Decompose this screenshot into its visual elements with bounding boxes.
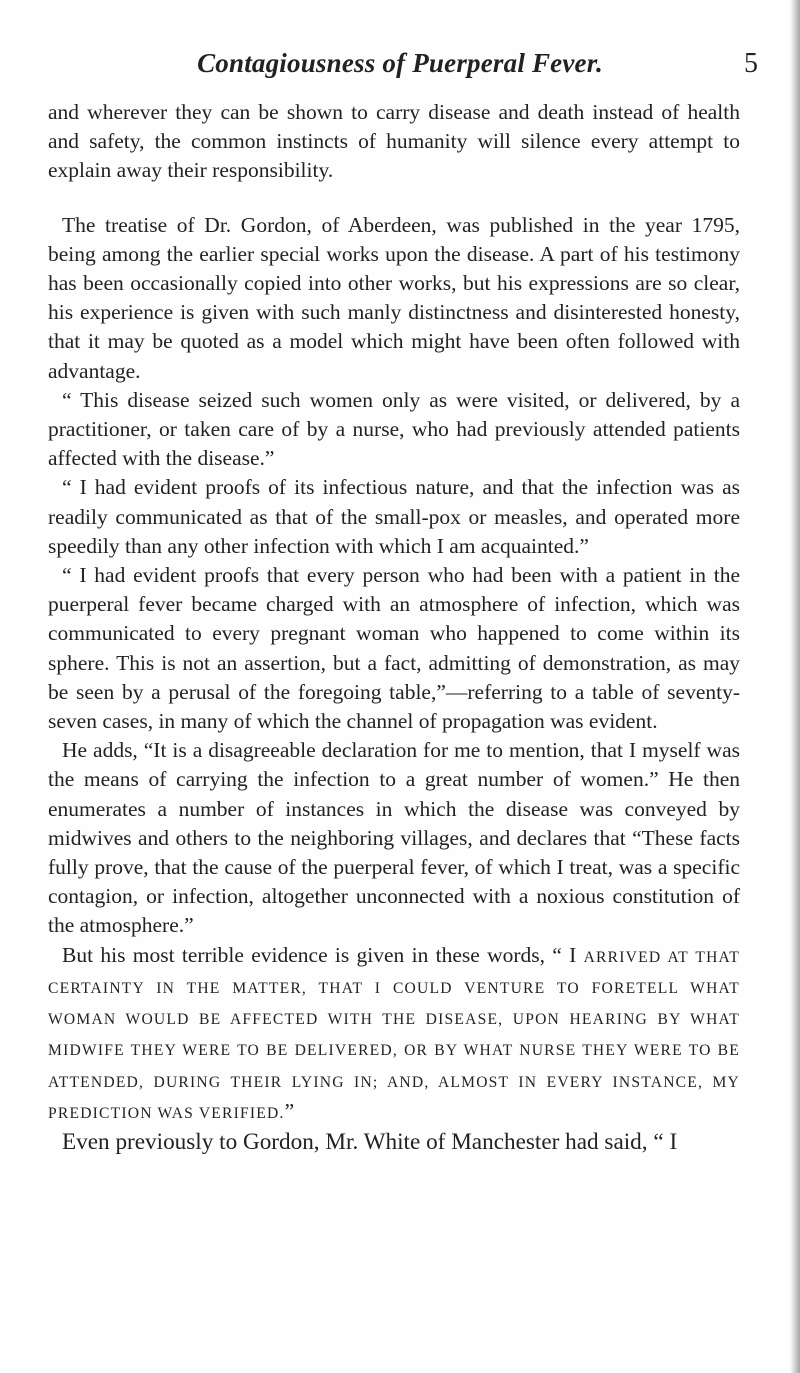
- running-title: Contagiousness of Puerperal Fever.: [197, 48, 603, 78]
- terrible-evidence-lead: But his most terrible evidence is given in these words, “ I: [62, 942, 577, 967]
- paragraph-terrible-evidence: [48, 941, 740, 1128]
- quote-infectious-nature: “ I had evident proofs of its infectious nature, and that the infection was as readily communicated as that of the small-pox or measles, and operated more speedily than any other infection with which I am acquainted.”: [48, 475, 740, 558]
- body-text: [48, 98, 740, 1157]
- quote-atmosphere-of-infection: “ I had evident proofs that every person who had been with a patient in the puerperal fever became charged with an atmosphere of infection, which was communicated to every pregnant woman who happened to come within its sphere. This is not an assertion, but a fact, admitting of demonstration, as may be seen by a perusal of the foregoing table,”—referring to a table of seventy-seven cases, in many of which the channel of propagation was evident.: [48, 563, 740, 734]
- page-edge-shadow: [790, 0, 800, 1373]
- page-number: 5: [744, 48, 758, 79]
- quote-disease-seized: “ This disease seized such women only as were visited, or delivered, by a practitioner, or taken care of by a nurse, who had previously attended patients affected with the disease.”: [48, 387, 740, 471]
- terrible-evidence-small-caps: ARRIVED AT THAT CERTAINTY IN THE MATTER, THAT I COULD VENTURE TO FORETELL WHAT WOMAN WOULD BE AFFECTED WITH THE DISEASE, UPON HEARING BY WHAT MIDWIFE THEY WERE TO BE DELIVERED, OR BY WHAT NURSE THEY WERE TO BE ATTENDED, DURING THEIR LYING IN; AND, ALMOST IN EVERY INSTANCE, MY PREDICTION WAS VERIFIED.: [48, 948, 741, 1122]
- paragraph-gordon-treatise: The treatise of Dr. Gordon, of Aberdeen, was published in the year 1795, being among the earlier special works upon the disease. A part of his testimony has been occasionally copied into other works, but his expressions are so clear, his experience is given with such manly distinctness and disinterested honesty, that it may be quoted as a model which might have been often followed with advantage.: [48, 212, 740, 383]
- running-head: [0, 48, 800, 88]
- paragraph-white-of-manchester: Even previously to Gordon, Mr. White of Manchester had said, “ I: [62, 1128, 678, 1155]
- paragraph-he-adds: He adds, “It is a disagreeable declaration for me to mention, that I myself was the means of carrying the infection to a great number of women.” He then enumerates a number of instances in which the disease was conveyed by midwives and others to the neighboring villages, and declares that “These facts fully prove, that the cause of the puerperal fever, of which I treat, was a specific contagion, or infection, altogether unconnected with a noxious constitution of the atmosphere.”: [48, 738, 740, 938]
- paragraph-opening: and wherever they can be shown to carry disease and death instead of health and safety, the common instincts of humanity will silence every attempt to explain away their responsibility.: [48, 100, 740, 183]
- paragraph-gap: [48, 186, 740, 211]
- terrible-evidence-close-quote: ”: [284, 1098, 295, 1123]
